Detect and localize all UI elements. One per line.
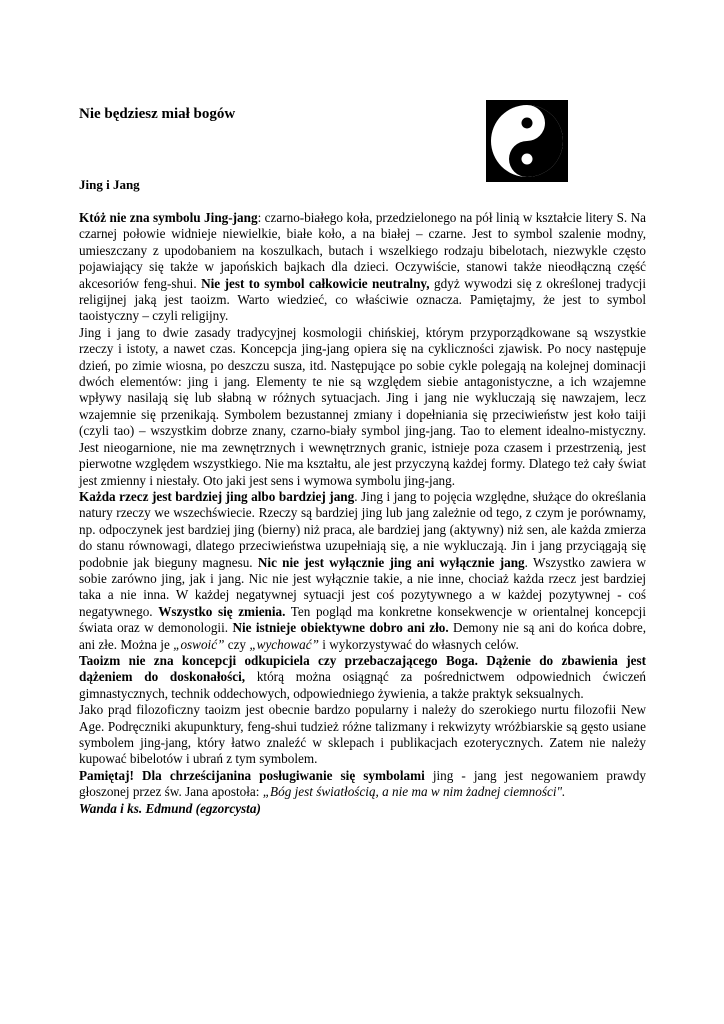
paragraph-5: Jako prąd filozoficzny taoizm jest obecnie bardzo popularny i należy do szerokiego nurtu filozofii New Age. Podręczniki akupunktury, feng-shui tudzież różne talizmany i rekwizyty wróżbiarskie są gęsto usiane symbolem jing-jang, który łatwo znaleźć w sklepach i publikacjach ezoterycznych. Zatem nie należy kupować bibelotów i ubrań z tym symbolem. (79, 702, 646, 767)
signature: Wanda i ks. Edmund (egzorcysta) (79, 800, 261, 816)
page-title: Nie będziesz miał bogów (79, 106, 236, 122)
section-title: Jing i Jang (79, 177, 140, 192)
paragraph-1: Któż nie zna symbolu Jing-jang: czarno-białego koła, przedzielonego na pół linią w kształcie litery S. Na czarnej połowie widnieje niewielkie, białe koło, a na białej – czarne. Jest to symbol szalenie modny, umieszczany z upodobaniem na koszulkach, butach i wszelkiego rodzaju bibelotach, niezwykle często pojawiający się także w japońskich bajkach dla dzieci. Oczywiście, stanowi także nieodłączną część akcesoriów feng-shui. Nie jest to symbol całkowicie neutralny, gdyż wywodzi się z określonej tradycji religijnej jaką jest taoizm. Warto wiedzieć, co właściwie oznacza. Pamiętajmy, że jest to symbol taoistyczny – czyli religijny. (79, 210, 647, 324)
paragraph-6: Pamiętaj! Dla chrześcijanina posługiwanie się symbolami jing - jang jest negowaniem prawdy głoszonej przez św. Jana apostoła: „Bóg jest światłością, a nie ma w nim żadnej ciemności". (79, 767, 646, 800)
paragraph-3: Każda rzecz jest bardziej jing albo bardziej jang. Jing i jang to pojęcia względne, służące do określania natury rzeczy we wszechświecie. Rzeczy są bardziej jing lub jang zależnie od tego, z czym je porównamy, np. odpoczynek jest bardziej jing (bierny) niż praca, ale bardziej jang (aktywny) niż sen, ale każda zmierza do stanu równowagi, dlatego przeciwieństwa uzupełniają się, a nie wykluczają. Jin i jang przyciągają się podobnie jak bieguny magnesu. Nic nie jest wyłącznie jing ani wyłącznie jang. Wszystko zawiera w sobie zarówno jing, jak i jang. Nic nie jest wyłącznie takie, a nie inne, chociaż każda rzecz jest bardziej taka a nie inna. W każdej negatywnej sytuacji jest coś pozytywnego a w każdej pozytywnej - coś negatywnego. Wszystko się zmienia. Ten pogląd ma konkretne konsekwencje w orientalnej koncepcji świata oraz w demonologii. Nie istnieje obiektywne dobro ani zło. Demony nie są ani do końca dobre, ani złe. Można je „oswoić” czy „wychować” i wykorzystywać do własnych celów. (79, 488, 646, 652)
article-body (79, 210, 646, 817)
yin-yang-icon (486, 100, 568, 182)
paragraph-4: Taoizm nie zna koncepcji odkupiciela czy przebaczającego Boga. Dążenie do zbawienia jest dążeniem do doskonałości, którą można osiągnąć za pośrednictwem odpowiednich ćwiczeń gimnastycznych, technik oddechowych, odpowiedniego żywienia, a także praktyk seksualnych. (79, 652, 646, 701)
paragraph-2: Jing i jang to dwie zasady tradycyjnej kosmologii chińskiej, którym przyporządkowane są wszystkie rzeczy i istoty, a nawet czas. Koncepcja jing-jang opiera się na cykliczności zjawisk. Po nocy następuje dzień, po zimie wiosna, po deszczu susza, itd. Następujące po sobie cykle polegają na kolejnej dominacji dwóch elementów: jing i jang. Elementy te nie są względem siebie antagonistyczne, a ich wzajemne wpływy nasilają się lub słabną w różnych sytuacjach. Jing i jang nie wykluczają się nawzajem, lecz wzajemnie się przenikają. Symbolem bezustannej zmiany i dopełniania się przeciwieństw jest koło taiji (czyli tao) – wszystkim dobrze znany, czarno-biały symbol jing-jang. Tao to element idealno-mistyczny. Jest nieogarnione, nie ma zewnętrznych i wewnętrznych granic, istnieje poza czasem i przestrzenią, jest pierwotne względem wszystkiego. Nie ma kształtu, ale jest przyczyną każdej formy. Dlatego też cały świat jest zmienny i niestały. Oto jaki jest sens i wymowa symbolu jing-jang. (79, 324, 646, 488)
